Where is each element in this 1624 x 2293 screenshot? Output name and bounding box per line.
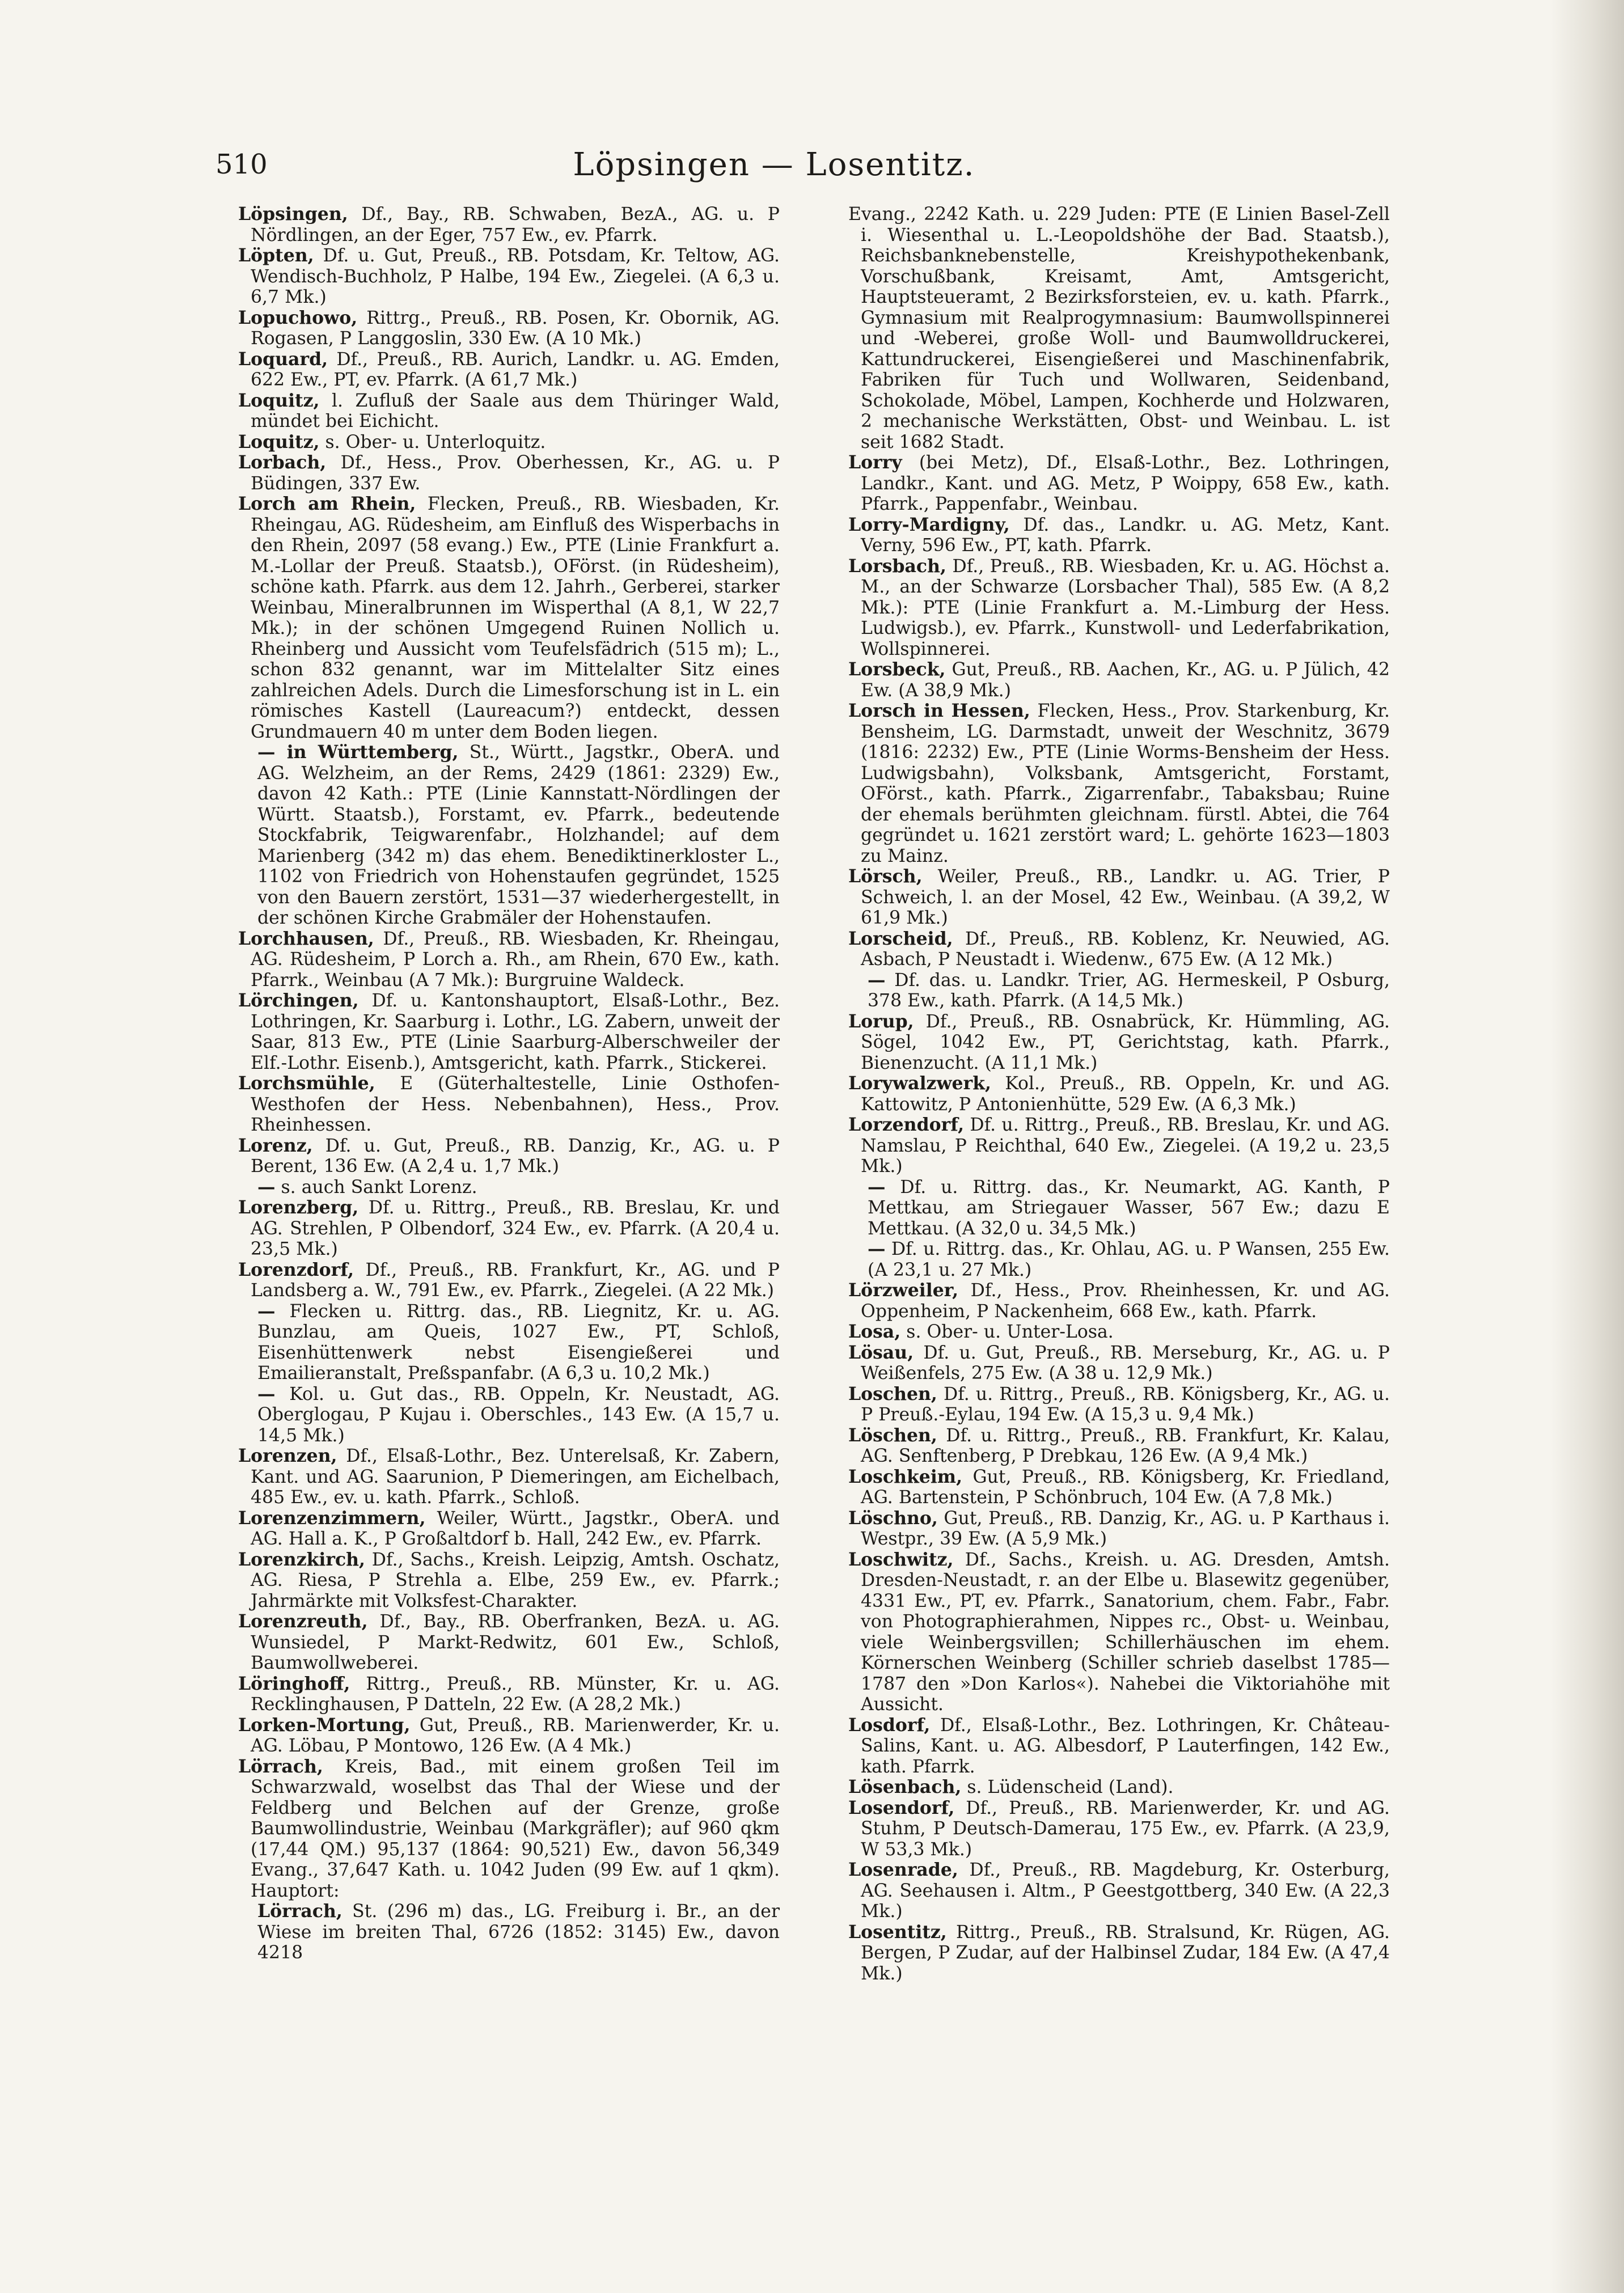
entry-headword: — xyxy=(868,1238,886,1259)
entry-headword: Lörrach, xyxy=(238,1755,323,1777)
entry-text: Df., Bay., RB. Schwaben, BezA., AG. u. P Nördlingen, an der Eger, 757 Ew., ev. Pfarrk. xyxy=(251,204,780,246)
entry-text: Df. u. Gut, Preuß., RB. Danzig, Kr., AG. u. P Berent, 136 Ew. (A 2,4 u. 1,7 Mk.) xyxy=(251,1135,780,1177)
entry-headword: Lorbach, xyxy=(238,452,327,473)
entry-text: Df., Hess., Prov. Rheinhessen, Kr. und AG. Oppenheim, P Nackenheim, 668 Ew., kath. Pfarrk. xyxy=(861,1280,1390,1322)
dictionary-entry xyxy=(238,246,780,308)
entry-headword: Lorsbach, xyxy=(848,555,946,577)
dictionary-entry xyxy=(848,1280,1390,1322)
page-header xyxy=(215,146,1333,188)
entry-text: St., Württ., Jagstkr., OberA. und AG. Welzheim, an der Rems, 2429 (1861: 2329) Ew., davon 42 Kath.: PTE (Linie Kannstatt-Nördlingen der Württ. Staatsb.), Forstamt, ev. Pfarrk., bedeutende Stockfabrik, Teigwarenfabr., Holzhandel; auf dem Marienberg (342 m) das ehem. Benediktinerkloster L., 1102 von Friedrich von Hohenstaufen gegründet, 1525 von den Bauern zerstört, 1531—37 wiederhergestellt, in der schönen Kirche Grabmäler der Hohenstaufen. xyxy=(257,742,780,928)
entry-text: Df., Preuß., RB. Magdeburg, Kr. Osterburg, AG. Seehausen i. Altm., P Geestgottberg, 340 Ew. (A 22,3 Mk.) xyxy=(861,1860,1390,1922)
entry-text: Df., Elsaß-Lothr., Bez. Lothringen, Kr. Château-Salins, Kant. u. AG. Albesdorf, P Lauterfingen, 142 Ew., kath. Pfarrk. xyxy=(861,1715,1390,1777)
entry-text: Df., Bay., RB. Oberfranken, BezA. u. AG. Wunsiedel, P Markt-Redwitz, 601 Ew., Schloß, Baumwollweberei. xyxy=(251,1611,780,1673)
dictionary-entry xyxy=(238,1715,780,1757)
running-title: Löpsingen — Losentitz. xyxy=(573,146,975,183)
entry-headword: — xyxy=(257,1300,276,1322)
entry-headword: Lorenzen, xyxy=(238,1445,337,1466)
entry-text: Kol., Preuß., RB. Oppeln, Kr. und AG. Kattowitz, P Antonienhütte, 529 Ew. (A 6,3 Mk.) xyxy=(861,1073,1390,1115)
dictionary-entry xyxy=(238,991,780,1073)
entry-text: Rittrg., Preuß., RB. Münster, Kr. u. AG. Recklinghausen, P Datteln, 22 Ew. (A 28,2 Mk.) xyxy=(251,1673,780,1715)
dictionary-entry xyxy=(238,308,780,349)
entry-headword: Lorywalzwerk, xyxy=(848,1073,991,1094)
dictionary-entry xyxy=(238,1508,780,1550)
entry-headword: Lörzweiler, xyxy=(848,1280,959,1301)
dictionary-entry xyxy=(848,1777,1390,1798)
entry-text: s. Lüdenscheid (Land). xyxy=(961,1777,1174,1797)
dictionary-entry xyxy=(848,1322,1390,1343)
entry-headword: Lorch am Rhein, xyxy=(238,493,416,514)
entry-text: Df. u. Gut, Preuß., RB. Merseburg, Kr., AG. u. P Weißenfels, 275 Ew. (A 38 u. 12,9 Mk.) xyxy=(861,1342,1390,1384)
entry-text: Df. u. Rittrg., Preuß., RB. Breslau, Kr. und AG. Namslau, P Reichthal, 640 Ew., Ziegelei. (A 19,2 u. 23,5 Mk.) xyxy=(861,1115,1390,1177)
entry-headword: Lösau, xyxy=(848,1342,914,1363)
page-spine-shadow xyxy=(1550,0,1624,2293)
dictionary-entry xyxy=(848,701,1390,866)
entry-text: Df. u. Kantonshauptort, Elsaß-Lothr., Bez. Lothringen, Kr. Saarburg i. Lothr., LG. Zabern, unweit der Saar, 813 Ew., PTE (Linie Saarburg-Alberschweiler der Elf.-Lothr. Eisenb.), Amtsgericht, kath. Pfarrk., Stickerei. xyxy=(251,991,780,1073)
entry-text: Df., Preuß., RB. Wiesbaden, Kr. Rheingau, AG. Rüdesheim, P Lorch a. Rh., am Rhein, 670 Ew., kath. Pfarrk., Weinbau (A 7 Mk.): Burgruine Waldeck. xyxy=(251,928,780,991)
entry-text: Flecken u. Rittrg. das., RB. Liegnitz, Kr. u. AG. Bunzlau, am Queis, 1027 Ew., PT, Schloß, Eisenhüttenwerk nebst Eisengießerei und Emailieranstalt, Preßspanfabr. (A 6,3 u. 10,2 Mk.) xyxy=(257,1301,780,1384)
dictionary-entry xyxy=(848,1798,1390,1860)
dictionary-entry xyxy=(238,1136,780,1177)
dictionary-entry xyxy=(238,1901,780,1964)
entry-headword: — in Württemberg, xyxy=(257,742,459,763)
entry-text: Df. u. Gut, Preuß., RB. Potsdam, Kr. Teltow, AG. Wendisch-Buchholz, P Halbe, 194 Ew., Ziegelei. (A 6,3 u. 6,7 Mk.) xyxy=(251,246,780,307)
entry-text: Df. das. u. Landkr. Trier, AG. Hermeskeil, P Osburg, 378 Ew., kath. Pfarrk. (A 14,5 Mk.) xyxy=(868,970,1390,1011)
dictionary-entry xyxy=(238,1301,780,1384)
dictionary-entry xyxy=(848,515,1390,556)
entry-headword: Losa, xyxy=(848,1321,901,1342)
entry-text: l. Zufluß der Saale aus dem Thüringer Wald, mündet bei Eichicht. xyxy=(251,390,780,431)
entry-headword: — xyxy=(257,1383,276,1404)
entry-text: Flecken, Hess., Prov. Starkenburg, Kr. Bensheim, LG. Darmstadt, unweit der Weschnitz, 3679 (1816: 2232) Ew., PTE (Linie Worms-Bensheim der Hess. Ludwigsbahn), Volksbank, Amtsgericht, Forstamt, OFörst., kath. Pfarrk., Zigarrenfabr., Tabaksbau; Ruine der ehemals berühmten gleichnam. fürstl. Abtei, die 764 gegründet u. 1621 zerstört ward; L. gehörte 1623—1803 zu Mainz. xyxy=(861,701,1390,866)
dictionary-entry xyxy=(848,1115,1390,1177)
entry-headword: Loquitz, xyxy=(238,431,320,452)
dictionary-entry xyxy=(848,1384,1390,1425)
page-number: 510 xyxy=(215,149,268,180)
entry-text: Weiler, Preuß., RB., Landkr. u. AG. Trier, P Schweich, l. an der Mosel, 42 Ew., Weinbau. (A 39,2, W 61,9 Mk.) xyxy=(861,866,1390,928)
entry-text: Df., Sachs., Kreish. u. AG. Dresden, Amtsh. Dresden-Neustadt, r. an der Elbe u. Blasewitz gegenüber, 4331 Ew., PT, ev. Pfarrk., Sanatorium, chem. Fabr., Fabr. von Photographierahmen, Nippes rc., Obst- u. Weinbau, viele Weinbergsvillen; Schillerhäuschen im ehem. Körnerschen Weinberg (Schiller schrieb daselbst 1785—1787 den »Don Karlos«). Nahebei die Viktoriahöhe mit Aussicht. xyxy=(861,1549,1390,1715)
entry-headword: Lörsch, xyxy=(848,866,923,887)
dictionary-entry xyxy=(238,391,780,432)
dictionary-entry xyxy=(848,1177,1390,1239)
entry-headword: Lorenzenzimmern, xyxy=(238,1507,426,1529)
dictionary-entry xyxy=(848,1467,1390,1508)
dictionary-entry xyxy=(238,204,780,246)
dictionary-entry xyxy=(848,929,1390,970)
entry-headword: Lorscheid, xyxy=(848,928,953,949)
entry-headword: Lorenzberg, xyxy=(238,1197,359,1218)
entry-text: Df., Preuß., RB. Koblenz, Kr. Neuwied, AG. Asbach, P Neustadt i. Wiedenw., 675 Ew. (A 12 Mk.) xyxy=(861,928,1390,970)
entry-headword: Lösenbach, xyxy=(848,1776,962,1797)
entry-headword: Lorsch in Hessen, xyxy=(848,700,1030,721)
entry-text: Df., Preuß., RB. Marienwerder, Kr. und AG. Stuhm, P Deutsch-Damerau, 175 Ew., ev. Pfarrk. (A 23,9, W 53,3 Mk.) xyxy=(861,1797,1390,1860)
entry-headword: Lorchhausen, xyxy=(238,928,374,949)
dictionary-entry xyxy=(848,1715,1390,1778)
entry-text: (bei Metz), Df., Elsaß-Lothr., Bez. Lothringen, Landkr., Kant. und AG. Metz, P Woippy, 658 Ew., kath. Pfarrk., Pappenfabr., Weinbau. xyxy=(861,452,1390,514)
entry-text: Df. u. Rittrg., Preuß., RB. Frankfurt, Kr. Kalau, AG. Senftenberg, P Drebkau, 126 Ew. (A 9,4 Mk.) xyxy=(861,1425,1390,1466)
dictionary-entry xyxy=(238,1611,780,1674)
dictionary-entry xyxy=(238,1674,780,1715)
entry-headword: Löschno, xyxy=(848,1507,938,1529)
entry-text: Df., Preuß., RB. Aurich, Landkr. u. AG. Emden, 622 Ew., PT, ev. Pfarrk. (A 61,7 Mk.) xyxy=(251,349,780,390)
entry-text: Flecken, Preuß., RB. Wiesbaden, Kr. Rheingau, AG. Rüdesheim, am Einfluß des Wisperbachs in den Rhein, 2097 (58 evang.) Ew., PTE (Linie Frankfurt a. M.-Lollar der Preuß. Staatsb.), OFörst. (in Rüdesheim), schöne kath. Pfarrk. aus dem 12. Jahrh., Gerberei, starker Weinbau, Mineralbrunnen im Wisperthal (A 8,1, W 22,7 Mk.); in der schönen Umgegend Ruinen Nollich u. Rheinberg und Aussicht vom Teufelsfädrich (515 m); L., schon 832 genannt, war im Mittelalter Sitz eines zahlreichen Adels. Durch die Limesforschung ist in L. ein römisches Kastell (Laureacum?) entdeckt, dessen Grundmauern 40 m unter dem Boden liegen. xyxy=(251,494,780,742)
dictionary-entry xyxy=(848,1550,1390,1715)
entry-text: s. auch Sankt Lorenz. xyxy=(275,1177,477,1198)
entry-headword: Loschen, xyxy=(848,1383,937,1404)
entry-headword: Lorup, xyxy=(848,1010,914,1032)
entry-headword: — xyxy=(257,1176,276,1198)
entry-text: Df., Preuß., RB. Wiesbaden, Kr. u. AG. Höchst a. M., an der Schwarze (Lorsbacher Thal), 585 Ew. (A 8,2 Mk.): PTE (Linie Frankfurt a. M.-Limburg der Hess. Ludwigsb.), ev. Pfarrk., Kunstwoll- und Lederfabrikation, Wollspinnerei. xyxy=(861,556,1390,659)
entry-text: Gut, Preuß., RB. Marienwerder, Kr. u. AG. Löbau, P Montowo, 126 Ew. (A 4 Mk.) xyxy=(251,1715,780,1756)
entry-headword: Loschkeim, xyxy=(848,1466,963,1487)
entry-headword: Löpsingen, xyxy=(238,204,348,225)
entry-text: Df. das., Landkr. u. AG. Metz, Kant. Verny, 596 Ew., PT, kath. Pfarrk. xyxy=(861,514,1390,556)
dictionary-entry xyxy=(238,1757,780,1902)
entry-headword: Loschwitz, xyxy=(848,1549,954,1570)
dictionary-entry xyxy=(848,1343,1390,1384)
entry-headword: Lorenz, xyxy=(238,1135,313,1156)
entry-headword: Lorchsmühle, xyxy=(238,1073,375,1094)
entry-text: E (Güterhaltestelle, Linie Osthofen-Westhofen der Hess. Nebenbahnen), Hess., Prov. Rheinhessen. xyxy=(251,1073,780,1135)
entry-text: Gut, Preuß., RB. Danzig, Kr., AG. u. P Karthaus i. Westpr., 39 Ew. (A 5,9 Mk.) xyxy=(861,1508,1390,1549)
entry-text: Df. u. Rittrg. das., Kr. Ohlau, AG. u. P Wansen, 255 Ew. (A 23,1 u. 27 Mk.) xyxy=(868,1239,1390,1280)
entry-text: Gut, Preuß., RB. Königsberg, Kr. Friedland, AG. Bartenstein, P Schönbruch, 104 Ew. (A 7,8 Mk.) xyxy=(861,1466,1390,1508)
entry-text: Df. u. Rittrg., Preuß., RB. Breslau, Kr. und AG. Strehlen, P Olbendorf, 324 Ew., ev. Pfarrk. (A 20,4 u. 23,5 Mk.) xyxy=(251,1198,780,1259)
entry-headword: Lorry-Mardigny, xyxy=(848,514,1010,535)
entry-text: s. Ober- u. Unterloquitz. xyxy=(319,431,546,452)
entry-headword: — xyxy=(868,969,886,991)
dictionary-entry xyxy=(848,970,1390,1012)
entry-text: Df. u. Rittrg., Preuß., RB. Königsberg, Kr., AG. u. P Preuß.-Eylau, 194 Ew. (A 15,3 u. 9,4 Mk.) xyxy=(861,1384,1390,1425)
entry-text: Evang., 2242 Kath. u. 229 Juden: PTE (E Linien Basel-Zell i. Wiesenthal u. L.-Leopoldshöhe der Bad. Staatsb.), Reichsbanknebenstelle, Kreishypothekenbank, Vorschußbank, Kreisamt, Amt, Amtsgericht, Hauptsteueramt, 2 Bezirksforsteien, ev. u. kath. Pfarrk., Gymnasium mit Realprogymnasium: Baumwollspinnerei und -Weberei, große Woll- und Baumwolldruckerei, Kattundruckerei, Eisengießerei und Maschinenfabrik, Fabriken für Tuch und Wollwaren, Seidenband, Schokolade, Möbel, Lampen, Kochherde und Holzwaren, 2 mechanische Werkstätten, Obst- und Weinbau. L. ist seit 1682 Stadt. xyxy=(848,204,1390,452)
dictionary-entry xyxy=(848,1860,1390,1922)
entry-headword: Löpten, xyxy=(238,245,314,266)
dictionary-entry xyxy=(238,929,780,991)
dictionary-entry xyxy=(848,1922,1390,1985)
entry-headword: Lorry xyxy=(848,452,902,473)
entry-headword: Loquitz, xyxy=(238,390,320,411)
entry-headword: Losendorf, xyxy=(848,1797,955,1818)
entry-text: Df., Sachs., Kreish. Leipzig, Amtsh. Oschatz, AG. Riesa, P Strehla a. Elbe, 259 Ew., ev. Pfarrk.; Jahrmärkte mit Volksfest-Charakter. xyxy=(251,1549,780,1611)
entry-text: Gut, Preuß., RB. Aachen, Kr., AG. u. P Jülich, 42 Ew. (A 38,9 Mk.) xyxy=(861,659,1390,701)
dictionary-entry xyxy=(848,556,1390,660)
dictionary-entry xyxy=(848,659,1390,701)
entry-headword: Löringhoff, xyxy=(238,1673,350,1694)
dictionary-entry xyxy=(848,1073,1390,1115)
entry-text: s. Ober- u. Unter-Losa. xyxy=(900,1322,1114,1342)
dictionary-entry xyxy=(238,1384,780,1446)
entry-headword: Lorenzreuth, xyxy=(238,1611,368,1632)
dictionary-entry xyxy=(238,349,780,391)
entry-text: Df., Preuß., RB. Frankfurt, Kr., AG. und P Landsberg a. W., 791 Ew., ev. Pfarrk., Ziegelei. (A 22 Mk.) xyxy=(251,1259,780,1301)
dictionary-entry xyxy=(848,1012,1390,1074)
dictionary-entry xyxy=(238,1550,780,1612)
dictionary-entry xyxy=(238,1260,780,1301)
dictionary-entry xyxy=(848,1508,1390,1550)
dictionary-entry xyxy=(848,1425,1390,1467)
entry-headword: Lorsbeck, xyxy=(848,659,946,680)
entry-text: Kol. u. Gut das., RB. Oppeln, Kr. Neustadt, AG. Oberglogau, P Kujau i. Oberschles., 143 Ew. (A 15,7 u. 14,5 Mk.) xyxy=(257,1384,780,1446)
dictionary-entry xyxy=(848,1239,1390,1280)
dictionary-entry xyxy=(238,1198,780,1260)
left-column xyxy=(238,204,780,1964)
entry-headword: — xyxy=(868,1176,886,1198)
entry-text: Df., Preuß., RB. Osnabrück, Kr. Hümmling, AG. Sögel, 1042 Ew., PT, Gerichtstag, kath. Pfarrk., Bienenzucht. (A 11,1 Mk.) xyxy=(861,1011,1390,1073)
entry-text: Df., Elsaß-Lothr., Bez. Unterelsaß, Kr. Zabern, Kant. und AG. Saarunion, P Diemeringen, am Eichelbach, 485 Ew., ev. u. kath. Pfarrk., Schloß. xyxy=(251,1446,780,1508)
entry-headword: Lörchingen, xyxy=(238,990,359,1011)
dictionary-entry xyxy=(238,742,780,929)
entry-headword: Losentitz, xyxy=(848,1921,947,1943)
entry-headword: Losdorf, xyxy=(848,1714,931,1736)
entry-headword: Lopuchowo, xyxy=(238,307,358,328)
entry-headword: Lorenzkirch, xyxy=(238,1549,366,1570)
entry-text: Rittrg., Preuß., RB. Posen, Kr. Obornik, AG. Rogasen, P Langgoslin, 330 Ew. (A 10 Mk.) xyxy=(251,307,780,349)
dictionary-entry xyxy=(238,1177,780,1198)
entry-headword: Löschen, xyxy=(848,1424,937,1446)
entry-headword: Lorzendorf, xyxy=(848,1114,965,1135)
entry-headword: Loquard, xyxy=(238,348,328,370)
entry-headword: Losenrade, xyxy=(848,1859,958,1880)
entry-text: Rittrg., Preuß., RB. Stralsund, Kr. Rügen, AG. Bergen, P Zudar, auf der Halbinsel Zudar, 184 Ew. (A 47,4 Mk.) xyxy=(861,1922,1390,1984)
entry-headword: Lorken-Mortung, xyxy=(238,1714,411,1736)
dictionary-entry xyxy=(238,1446,780,1508)
dictionary-entry xyxy=(238,494,780,742)
right-column xyxy=(848,204,1390,1984)
entry-headword: Lörrach, xyxy=(257,1901,342,1922)
dictionary-entry xyxy=(848,866,1390,929)
dictionary-entry xyxy=(848,452,1390,515)
entry-text: St. (296 m) das., LG. Freiburg i. Br., an der Wiese im breiten Thal, 6726 (1852: 3145) Ew., davon 4218 xyxy=(257,1901,780,1963)
entry-text: Kreis, Bad., mit einem großen Teil im Schwarzwald, woselbst das Thal der Wiese und der Feldberg und Belchen auf der Grenze, große Baumwollindustrie, Weinbau (Markgräfler); auf 960 qkm (17,44 QM.) 95,137 (1864: 90,521) Ew., davon 56,349 Evang., 37,647 Kath. u. 1042 Juden (99 Ew. auf 1 qkm). Hauptort: xyxy=(251,1756,780,1901)
entry-text: Df. u. Rittrg. das., Kr. Neumarkt, AG. Kanth, P Mettkau, am Striegauer Wasser, 567 Ew.; dazu E Mettkau. (A 32,0 u. 34,5 Mk.) xyxy=(868,1177,1390,1239)
dictionary-entry xyxy=(238,452,780,494)
entry-text: Weiler, Württ., Jagstkr., OberA. und AG. Hall a. K., P Großaltdorf b. Hall, 242 Ew., ev. Pfarrk. xyxy=(251,1508,780,1549)
dictionary-entry xyxy=(238,1073,780,1136)
entry-headword: Lorenzdorf, xyxy=(238,1259,354,1280)
dictionary-entry xyxy=(848,204,1390,452)
entry-text: Df., Hess., Prov. Oberhessen, Kr., AG. u. P Büdingen, 337 Ew. xyxy=(251,452,780,494)
dictionary-entry xyxy=(238,432,780,453)
